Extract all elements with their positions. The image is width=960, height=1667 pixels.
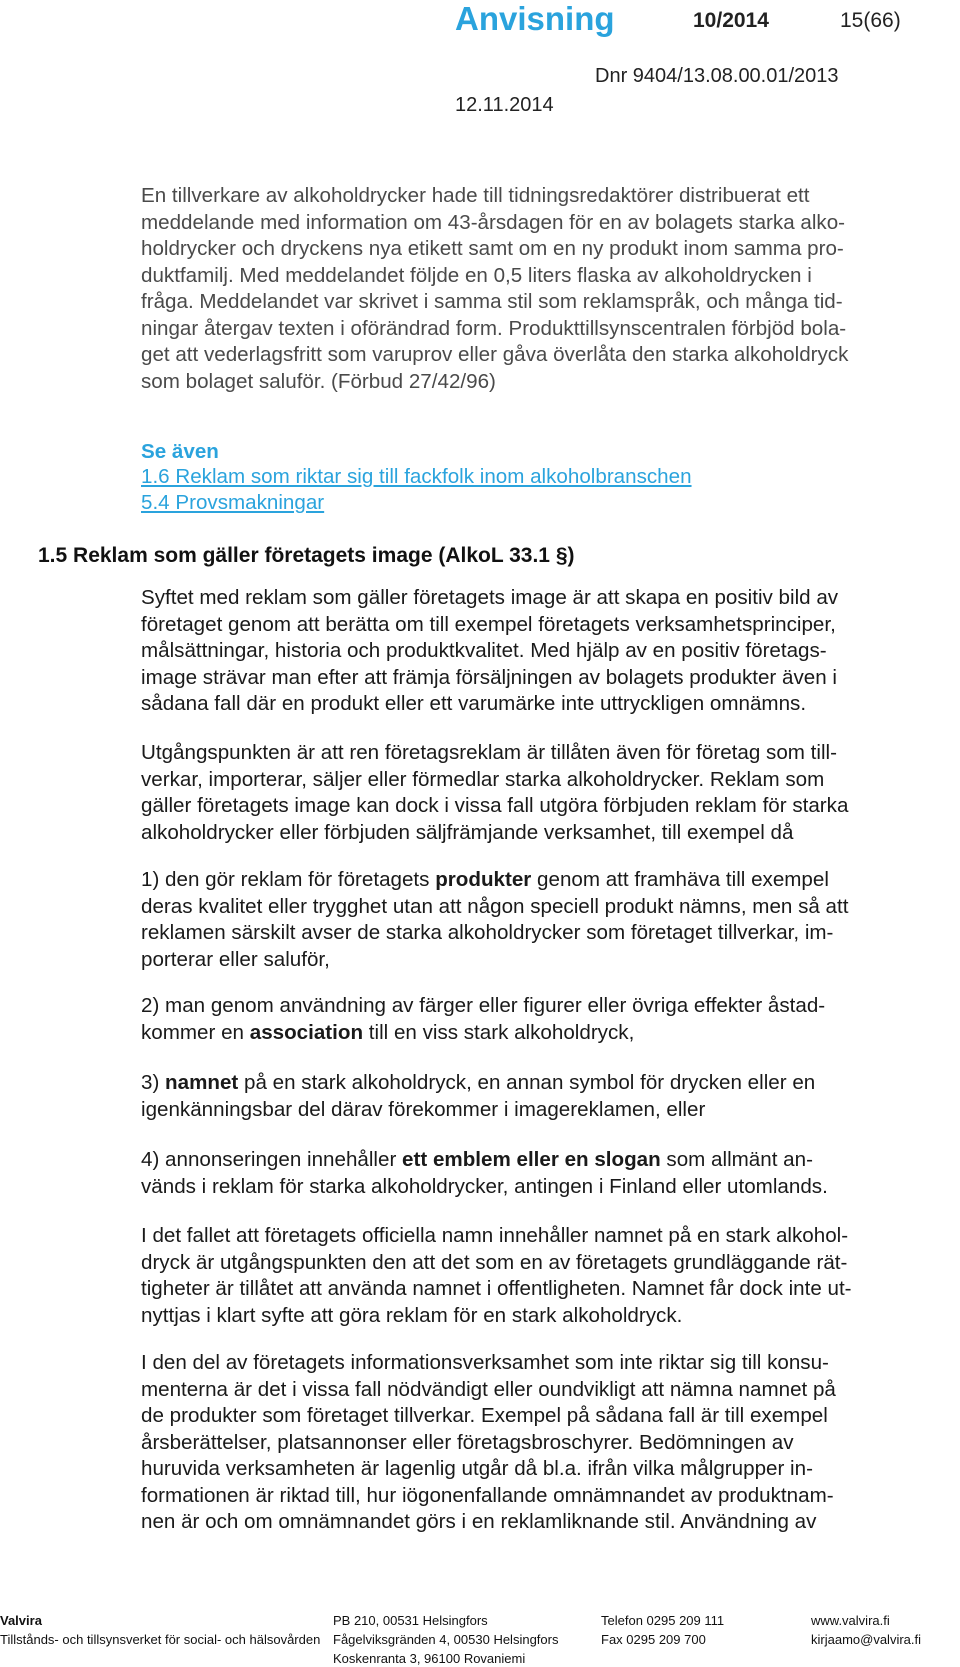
footer-address-1: PB 210, 00531 Helsingfors <box>333 1613 488 1628</box>
page-number: 15(66) <box>840 9 901 32</box>
footer-email-link[interactable]: kirjaamo@valvira.fi <box>811 1632 921 1647</box>
text-line: Syftet med reklam som gäller företagets image är att skapa en positiv bild av <box>141 586 839 609</box>
bold-term: association <box>249 1020 364 1044</box>
bold-term: namnet <box>165 1071 239 1094</box>
footer-fax: Fax 0295 209 700 <box>601 1632 706 1647</box>
text-line <box>141 1070 941 1097</box>
text-line: fråga. Meddelandet var skrivet i samma stil som reklamspråk, och många tid- <box>141 290 843 313</box>
text-line: 2) man genom användning av färger eller figurer eller övriga effekter åstad- <box>141 994 826 1017</box>
footer-phone: Telefon 0295 209 111 <box>601 1613 725 1628</box>
footer-address-3: Koskenranta 3, 96100 Rovaniemi <box>333 1651 526 1666</box>
text-line: vänds i reklam för starka alkoholdrycker, antingen i Finland eller utomlands. <box>141 1174 828 1198</box>
text-line: porterar eller saluför, <box>141 947 330 971</box>
text-line: årsberättelser, platsannonser eller företagsbroschyrer. Bedömningen av <box>141 1430 794 1454</box>
bold-term: ett emblem eller en slogan <box>402 1148 661 1171</box>
text-line: igenkänningsbar del därav förekommer i imagereklamen, eller <box>141 1097 706 1121</box>
link-section-1-6[interactable]: 1.6 Reklam som riktar sig till fackfolk inom alkoholbranschen <box>141 465 692 488</box>
paragraph-purpose <box>141 585 941 718</box>
footer-org: Valvira <box>0 1613 42 1628</box>
paragraph-starting-point <box>141 740 941 846</box>
text-line: formationen är riktad till, hur iögonenfallande omnämnandet av produktnam- <box>141 1483 834 1507</box>
text-line: meddelande med information om 43-årsdagen för en av bolagets starka alko- <box>141 210 846 234</box>
text-line <box>141 867 941 894</box>
text-line <box>141 1020 941 1047</box>
text-line: deras kvalitet eller trygghet utan att någon speciell produkt nämns, men så att <box>141 894 849 918</box>
registry-number: Dnr 9404/13.08.00.01/2013 <box>595 65 839 87</box>
text-line <box>141 1147 941 1174</box>
text-line: dryck är utgångspunkten den att det som en av företagets grundläggande rät- <box>141 1250 848 1274</box>
list-item-3 <box>141 1070 941 1123</box>
text-segment: genom att framhäva till exempel <box>531 868 829 891</box>
list-item-4 <box>141 1147 941 1200</box>
text-segment: som allmänt an- <box>660 1148 813 1171</box>
text-line: gäller företagets image kan dock i vissa fall utgöra förbjuden reklam för starka <box>141 794 849 817</box>
footer-org-full: Tillstånds- och tillsynsverket för social- och hälsovården <box>0 1632 321 1647</box>
document-type-title: Anvisning <box>455 0 615 37</box>
see-also-heading: Se även <box>141 440 219 463</box>
text-line: reklamen särskilt avser de starka alkoholdrycker som företaget tillverkar, im- <box>141 921 834 944</box>
text-segment: till en viss stark alkoholdryck, <box>363 1020 635 1044</box>
text-line: ningar återgav texten i oförändrad form. Produkttillsynscentralen förbjöd bola- <box>141 316 847 340</box>
text-line: verkar, importerar, säljer eller förmedlar starka alkoholdrycker. Reklam som <box>141 767 825 791</box>
list-item-1 <box>141 867 941 973</box>
intro-paragraph <box>141 183 941 395</box>
text-line: de produkter som företaget tillverkar. Exempel på sådana fall är till exempel <box>141 1404 828 1427</box>
text-line: nyttjas i klart syfte att göra reklam för en stark alkoholdryck. <box>141 1303 683 1327</box>
text-line: En tillverkare av alkoholdrycker hade till tidningsredaktörer distribuerat ett <box>141 184 810 207</box>
section-heading: 1.5 Reklam som gäller företagets image (AlkoL 33.1 §) <box>38 544 575 567</box>
text-line: företaget genom att berätta om till exempel företagets verksamhetsprinciper, <box>141 612 836 636</box>
text-segment: kommer en <box>141 1020 250 1044</box>
text-line: huruvida verksamheten är lagenlig utgår då bl.a. ifrån vilka målgrupper in- <box>141 1457 813 1480</box>
text-line: alkoholdrycker eller förbjuden säljfrämjande verksamhet, till exempel då <box>141 820 794 844</box>
text-line: get att vederlagsfritt som varuprov eller gåva överlåta den starka alkoholdryck <box>141 343 849 366</box>
text-line: sådana fall där en produkt eller ett varumärke inte uttryckligen omnämns. <box>141 692 807 715</box>
text-line: I den del av företagets informationsverksamhet som inte riktar sig till konsu- <box>141 1351 829 1374</box>
text-segment: 4) annonseringen innehåller <box>141 1148 403 1171</box>
footer-web-link[interactable]: www.valvira.fi <box>811 1613 890 1628</box>
text-line: image strävar man efter att främja försäljningen av bolagets produkter även i <box>141 665 837 689</box>
paragraph-information-activities <box>141 1350 941 1536</box>
bold-term: produkter <box>435 868 532 891</box>
text-segment: på en stark alkoholdryck, en annan symbol för drycken eller en <box>238 1071 816 1094</box>
text-segment: 1) den gör reklam för företagets <box>141 868 436 891</box>
text-line: duktfamilj. Med meddelandet följde en 0,5 liters flaska av alkoholdrycken i <box>141 263 812 287</box>
text-line: menterna är det i vissa fall nödvändigt eller oundvikligt att nämna namnet på <box>141 1377 836 1401</box>
text-segment: 3) <box>141 1071 166 1094</box>
document-date: 12.11.2014 <box>455 94 554 116</box>
document-number: 10/2014 <box>693 9 769 32</box>
text-line: I det fallet att företagets officiella namn innehåller namnet på en stark alkohol- <box>141 1224 849 1247</box>
paragraph-official-name <box>141 1223 941 1329</box>
text-line: tigheter är tillåtet att använda namnet i offentligheten. Namnet får dock inte ut- <box>141 1277 852 1300</box>
text-line: målsättningar, historia och produktkvalitet. Med hjälp av en positiv företags- <box>141 639 827 662</box>
list-item-2 <box>141 993 941 1046</box>
text-line: Utgångspunkten är att ren företagsreklam är tillåten även för företag som till- <box>141 741 837 764</box>
text-line: nen är och om omnämnandet görs i en reklamliknande stil. Användning av <box>141 1510 817 1533</box>
text-line: som bolaget saluför. (Förbud 27/42/96) <box>141 369 496 393</box>
text-line: holdrycker och dryckens nya etikett samt om en ny produkt inom samma pro- <box>141 237 844 260</box>
link-section-5-4[interactable]: 5.4 Provsmakningar <box>141 491 325 514</box>
footer-address-2: Fågelviksgränden 4, 00530 Helsingfors <box>333 1632 559 1647</box>
